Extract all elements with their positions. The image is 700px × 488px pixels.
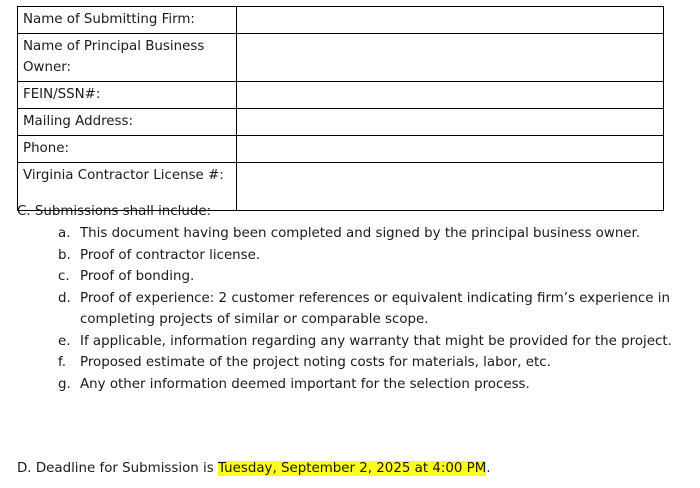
list-marker: a. <box>58 226 71 241</box>
contractor-info-table <box>17 6 664 211</box>
deadline-suffix: . <box>486 461 491 476</box>
list-item <box>17 245 687 267</box>
submissions-heading: C. Submissions shall include: <box>17 204 212 219</box>
list-marker: d. <box>58 290 71 306</box>
list-marker: c. <box>58 269 70 284</box>
list-item-text: Proof of contractor license. <box>80 247 261 263</box>
list-item <box>17 352 687 374</box>
list-item-text: If applicable, information regarding any warranty that might be provided for the project. <box>80 333 672 349</box>
list-item <box>17 223 687 245</box>
fein-ssn-label: FEIN/SSN#: <box>18 82 237 109</box>
submissions-list <box>17 223 687 395</box>
list-item <box>17 374 687 396</box>
deadline-prefix: D. Deadline for Submission is <box>17 461 218 476</box>
firm-name-field[interactable] <box>237 7 664 34</box>
list-marker: e. <box>58 333 71 349</box>
list-marker: g. <box>58 376 71 392</box>
fein-ssn-field[interactable] <box>237 82 664 109</box>
list-marker: f. <box>58 355 66 370</box>
firm-name-label: Name of Submitting Firm: <box>18 7 237 34</box>
mailing-address-field[interactable] <box>237 109 664 136</box>
list-item <box>17 331 687 353</box>
list-item-text: Any other information deemed important for the selection process. <box>80 376 530 392</box>
list-item <box>17 288 687 331</box>
table-row <box>18 7 664 34</box>
list-item-text: This document having been completed and signed by the principal business owner. <box>80 226 641 241</box>
deadline-date: Tuesday, September 2, 2025 at 4:00 PM <box>217 461 487 476</box>
mailing-address-label: Mailing Address: <box>18 109 237 136</box>
principal-owner-label: Name of Principal Business Owner: <box>18 34 237 82</box>
contractor-license-label: Virginia Contractor License #: <box>18 163 237 211</box>
table-row <box>18 82 664 109</box>
submissions-section <box>17 201 687 395</box>
list-item-text: Proof of bonding. <box>80 269 195 284</box>
principal-owner-field[interactable] <box>237 34 664 82</box>
list-item <box>17 266 687 288</box>
table-row <box>18 34 664 82</box>
table-row <box>18 109 664 136</box>
phone-field[interactable] <box>237 136 664 163</box>
list-item-text: Proposed estimate of the project noting costs for materials, labor, etc. <box>80 355 551 370</box>
phone-label: Phone: <box>18 136 237 163</box>
list-marker: b. <box>58 247 71 263</box>
deadline-section <box>17 458 687 479</box>
list-item-text: Proof of experience: 2 customer references or equivalent indicating firm’s experience in completing projects of similar or comparable scope. <box>80 290 670 327</box>
table-row <box>18 136 664 163</box>
